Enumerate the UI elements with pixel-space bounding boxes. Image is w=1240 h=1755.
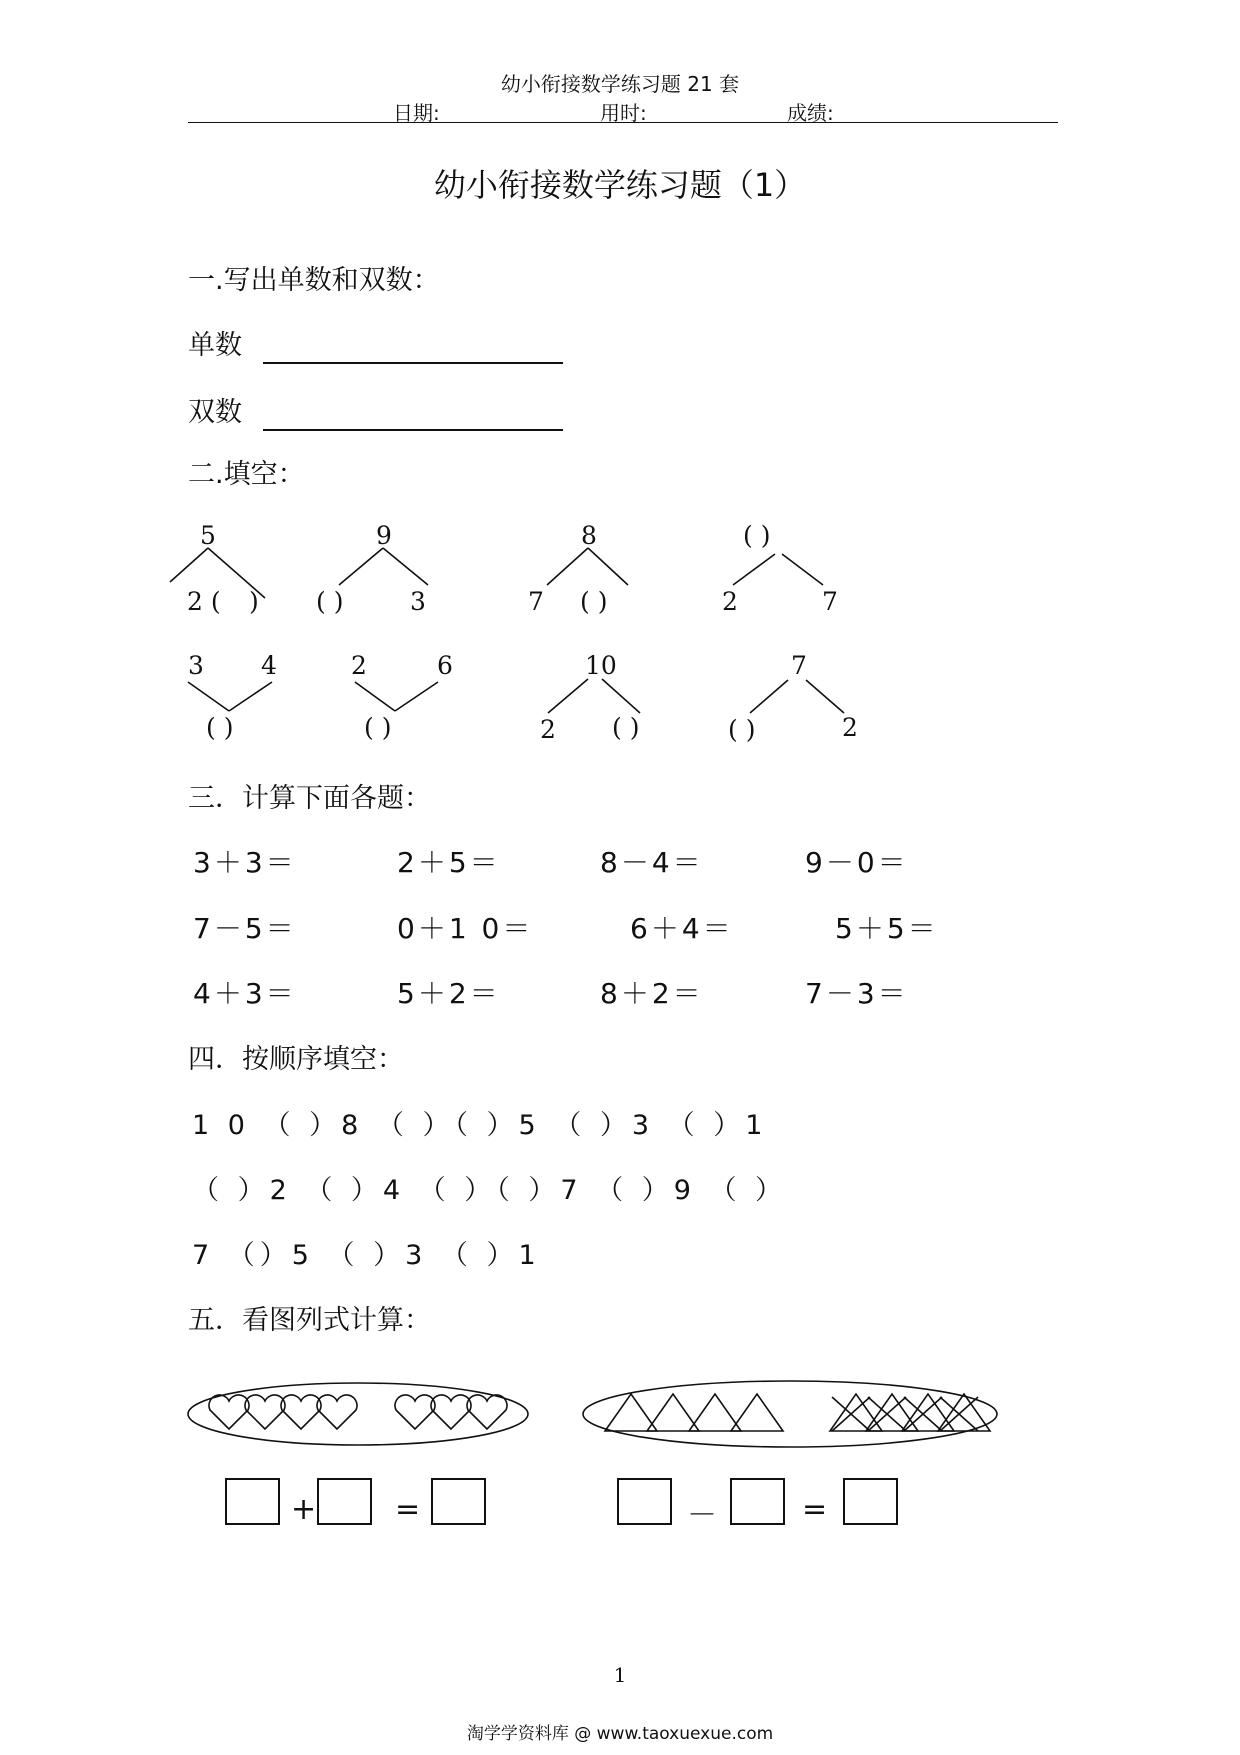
page-number: 1	[613, 1663, 627, 1687]
vbond1-lines	[188, 682, 272, 711]
calc-r1c2: 2＋5＝	[397, 846, 501, 879]
bond2-top: 9	[376, 521, 392, 550]
calc-r2c2: 0＋1 0＝	[397, 912, 534, 945]
bond3-top: 8	[581, 521, 597, 550]
bond4-lines	[733, 554, 823, 585]
section3-heading: 三．计算下面各题：	[188, 783, 431, 814]
bond4-left: 2	[722, 587, 738, 616]
bond1-left: 2 (	[187, 587, 221, 616]
odd-label: 单数	[188, 330, 242, 361]
vbond2-left: 2	[351, 651, 367, 680]
crossed-triangles-group	[830, 1394, 990, 1431]
sequence-line-1: 1 0 （ ）8 （ ）（ ）5 （ ）3 （ ）1	[192, 1110, 768, 1141]
vbond2-lines	[355, 682, 438, 711]
picture-left-ellipse	[188, 1383, 528, 1445]
bond6-top: 7	[791, 651, 807, 680]
triangles-group	[605, 1394, 783, 1431]
section1-heading: 一.写出单数和双数：	[188, 265, 440, 296]
time-label: 用时:	[600, 101, 647, 125]
bond3-left: 7	[528, 587, 544, 616]
calc-r1c3: 8－4＝	[600, 846, 704, 879]
calc-r3c4: 7－3＝	[805, 977, 909, 1010]
plus-sign: +	[291, 1492, 317, 1527]
vbond1-left: 3	[188, 651, 204, 680]
hearts-group-2	[395, 1395, 507, 1429]
bond6-right: 2	[842, 713, 858, 742]
header-title: 幼小衔接数学练习题 21 套	[500, 72, 740, 96]
calc-r3c1: 4＋3＝	[193, 977, 297, 1010]
bond1-top: 5	[200, 521, 216, 550]
sequence-line-3: 7 （）5 （ ）3 （ ）1	[192, 1240, 541, 1271]
bond5-lines	[548, 679, 640, 713]
minus-sign: －	[687, 1498, 717, 1533]
calc-r3c3: 8＋2＝	[600, 977, 704, 1010]
calc-r1c4: 9－0＝	[805, 846, 909, 879]
even-label: 双数	[188, 397, 242, 428]
section4-heading: 四．按顺序填空：	[188, 1044, 404, 1075]
bond5-left: 2	[540, 715, 556, 744]
vbond1-bottom: ( )	[206, 713, 234, 742]
sequence-line-2: （ ）2 （ ）4 （ ）（ ）7 （ ）9 （ ）	[192, 1175, 788, 1206]
section2-heading: 二.填空：	[188, 459, 305, 490]
equals-sign-right: =	[802, 1492, 828, 1527]
bond2-lines	[339, 548, 428, 585]
date-label: 日期:	[393, 101, 440, 125]
equals-sign-left: =	[395, 1492, 421, 1527]
bond3-right: ( )	[580, 587, 608, 616]
bond5-top: 10	[585, 651, 617, 680]
score-label: 成绩:	[787, 101, 834, 125]
bond6-left: ( )	[728, 715, 756, 744]
hearts-group-1	[209, 1395, 357, 1429]
bond2-right: 3	[410, 587, 426, 616]
bond3-lines	[547, 548, 628, 585]
bond5-right: ( )	[612, 713, 640, 742]
bond4-top: ( )	[743, 521, 771, 550]
bond4-right: 7	[822, 587, 838, 616]
bond1-lines	[170, 548, 265, 598]
calc-r2c1: 7－5＝	[193, 912, 297, 945]
calc-r2c4: 5＋5＝	[835, 912, 939, 945]
section5-heading: 五．看图列式计算：	[188, 1305, 431, 1336]
vbond2-bottom: ( )	[364, 713, 392, 742]
bond6-lines	[750, 680, 844, 713]
calc-r2c3: 6＋4＝	[630, 912, 734, 945]
vbond1-right: 4	[261, 651, 277, 680]
page-title: 幼小衔接数学练习题（1）	[433, 166, 807, 204]
bond2-left: ( )	[316, 587, 344, 616]
calc-r1c1: 3＋3＝	[193, 846, 297, 879]
bond1-right: )	[249, 587, 259, 616]
calc-r3c2: 5＋2＝	[397, 977, 501, 1010]
footer-watermark: 淘学学资料库 @ www.taoxuexue.com	[466, 1724, 774, 1744]
vbond2-right: 6	[437, 651, 453, 680]
